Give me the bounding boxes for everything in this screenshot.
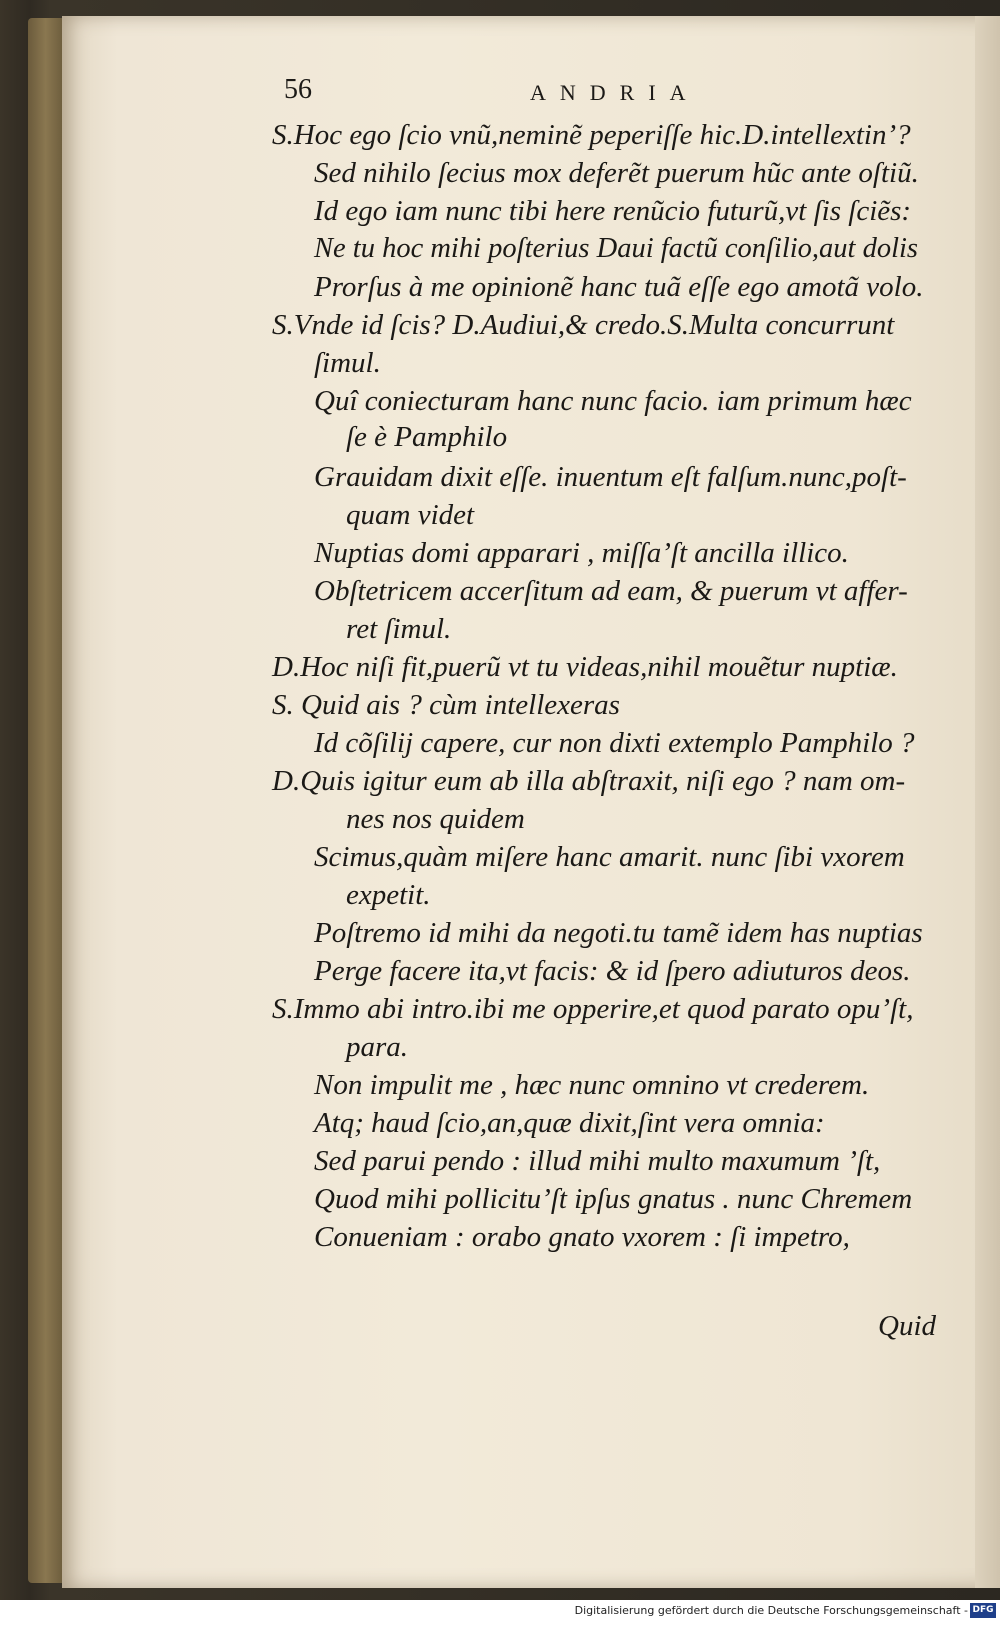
text-line: Non impulit me , hæc nunc omnino vt crederem.	[314, 1069, 870, 1101]
text-line: Sed parui pendo : illud mihi multo maxumum ’ſt,	[314, 1145, 881, 1177]
text-line: S. Quid ais ? cùm intellexeras	[272, 689, 620, 721]
page-number: 56	[284, 74, 312, 105]
dfg-logo: DFG	[970, 1603, 996, 1618]
text-line: Grauidam dixit eſſe. inuentum eſt falſum.nunc,poſt-	[314, 461, 907, 493]
text-line: Id cõſilij capere, cur non dixti extemplo Pamphilo ?	[314, 727, 915, 759]
text-line: Ne tu hoc mihi poſterius Daui factũ conſilio,aut dolis	[314, 233, 919, 264]
text-line: Poſtremo id mihi da negoti.tu tamẽ idem has nuptias	[314, 917, 923, 949]
text-line: nes nos quidem	[346, 803, 525, 835]
text-line: S.Immo abi intro.ibi me opperire,et quod parato opu’ſt,	[272, 993, 914, 1025]
text-line: expetit.	[346, 879, 431, 911]
text-line: para.	[346, 1031, 409, 1063]
text-line: ſimul.	[314, 347, 381, 379]
text-line: Perge facere ita,vt facis: & id ſpero adiuturos deos.	[314, 955, 911, 987]
catchword: Quid	[878, 1310, 936, 1342]
text-line: D.Hoc niſi fit,puerũ vt tu videas,nihil mouẽtur nuptiæ.	[272, 651, 898, 683]
text-line: Prorſus à me opinionẽ hanc tuã eſſe ego amotã volo.	[314, 271, 924, 303]
text-line: quam videt	[346, 499, 475, 531]
running-head: ANDRIA	[530, 80, 700, 105]
text-line: Quod mihi pollicitu’ſt ipſus gnatus . nunc Chremem	[314, 1183, 913, 1215]
text-line: Obſtetricem accerſitum ad eam, & puerum vt affer-	[314, 575, 908, 607]
text-line: Quî coniecturam hanc nunc facio. iam primum hæc	[314, 385, 912, 417]
text-line: Id ego iam nunc tibi here renũcio futurũ,vt ſis ſciẽs:	[314, 195, 912, 227]
text-line: Scimus,quàm miſere hanc amarit. nunc ſibi vxorem	[314, 841, 905, 873]
text-line: ſe è Pamphilo	[346, 421, 508, 453]
text-line: D.Quis igitur eum ab illa abſtraxit, niſi ego ? nam om-	[272, 765, 906, 797]
text-line: Conueniam : orabo gnato vxorem : ſi impetro,	[314, 1221, 850, 1253]
digitization-credit: Digitalisierung gefördert durch die Deutsche Forschungsgemeinschaft -	[574, 1604, 968, 1617]
text-line: Sed nihilo ſecius mox deferẽt puerum hũc ante oſtiũ.	[314, 157, 919, 189]
text-line: S.Vnde id ſcis? D.Audiui,& credo.S.Multa concurrunt	[272, 309, 895, 341]
text-line: Atq; haud ſcio,an,quæ dixit,ſint vera omnia:	[314, 1107, 825, 1139]
text-line: ret ſimul.	[346, 613, 452, 645]
text-line: Nuptias domi apparari , miſſa’ſt ancilla illico.	[314, 537, 849, 569]
text-line: S.Hoc ego ſcio vnũ,neminẽ peperiſſe hic.D.intellextin’?	[272, 119, 911, 151]
